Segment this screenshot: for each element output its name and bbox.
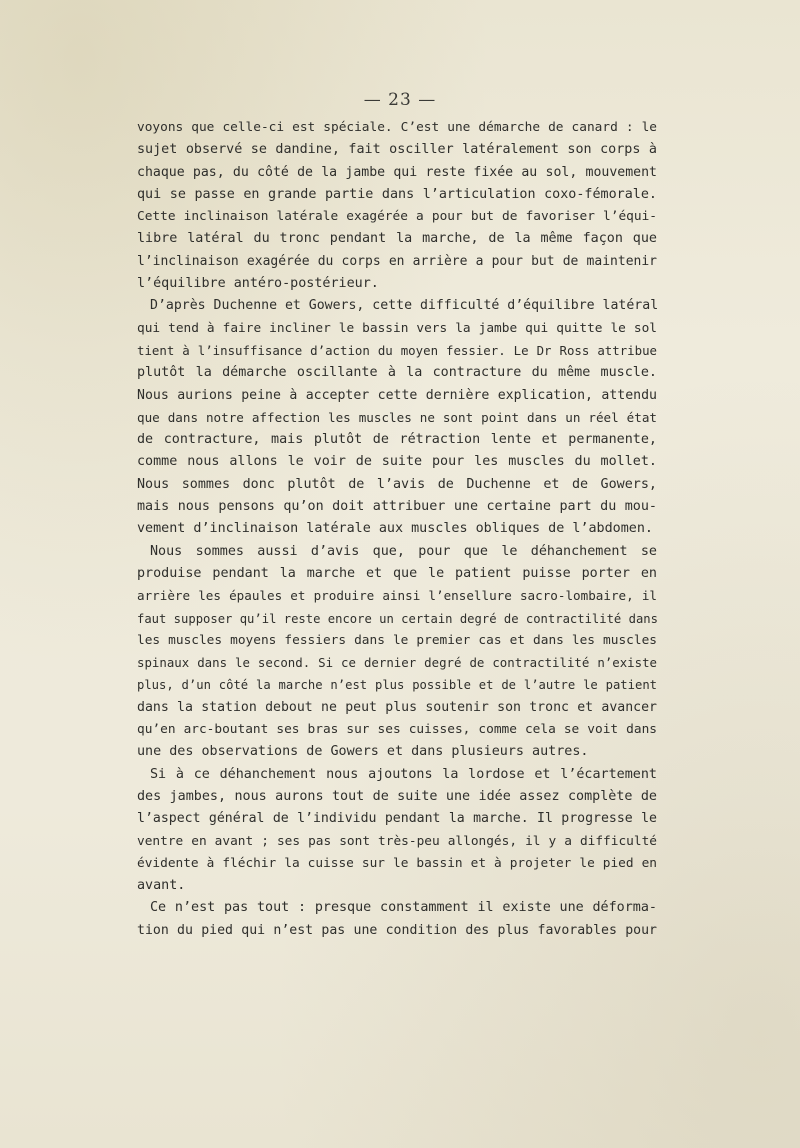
text-line: qui se passe en grande partie dans l’articulation coxo-fémorale. xyxy=(137,186,657,202)
text-line: spinaux dans le second. Si ce dernier degré de contractilité n’existe xyxy=(137,655,657,671)
text-line: l’aspect général de l’individu pendant la marche. Il progresse le xyxy=(137,811,657,827)
text-line: plutôt la démarche oscillante à la contracture du même muscle. xyxy=(137,365,657,381)
text-line: Si à ce déhanchement nous ajoutons la lordose et l’écartement xyxy=(150,766,657,782)
text-line: qui tend à faire incliner le bassin vers la jambe qui quitte le sol xyxy=(137,320,657,336)
text-line: les muscles moyens fessiers dans le premier cas et dans les muscles xyxy=(137,632,657,648)
text-line: Ce n’est pas tout : presque constamment il existe une déforma- xyxy=(150,900,657,916)
text-line: l’inclinaison exagérée du corps en arrière a pour but de maintenir xyxy=(137,253,657,269)
text-line: tion du pied qui n’est pas une condition des plus favorables pour xyxy=(137,922,657,938)
text-line: Nous sommes aussi d’avis que, pour que le déhanchement se xyxy=(150,543,657,559)
text-line: évidente à fléchir la cuisse sur le bassin et à projeter le pied en xyxy=(137,855,657,871)
text-line: mais nous pensons qu’on doit attribuer une certaine part du mou- xyxy=(137,499,657,515)
text-line: l’équilibre antéro-postérieur. xyxy=(137,276,379,292)
text-line: de contracture, mais plutôt de rétraction lente et permanente, xyxy=(137,432,657,448)
text-line: Nous aurions peine à accepter cette dernière explication, attendu xyxy=(137,387,657,403)
text-line: que dans notre affection les muscles ne sont point dans un réel état xyxy=(137,409,657,425)
text-line: plus, d’un côté la marche n’est plus possible et de l’autre le patient xyxy=(137,678,657,693)
text-line: avant. xyxy=(137,878,186,894)
text-line: des jambes, nous aurons tout de suite une idée assez complète de xyxy=(137,788,657,804)
text-line: arrière les épaules et produire ainsi l’ensellure sacro-lombaire, il xyxy=(137,588,657,604)
text-line: libre latéral du tronc pendant la marche, de la même façon que xyxy=(137,231,657,247)
text-line: Nous sommes donc plutôt de l’avis de Duchenne et de Gowers, xyxy=(137,476,657,492)
text-line: dans la station debout ne peut plus soutenir son tronc et avancer xyxy=(137,699,657,715)
body-text xyxy=(137,117,657,942)
text-line: qu’en arc-boutant ses bras sur ses cuisses, comme cela se voit dans xyxy=(137,722,657,738)
text-line: comme nous allons le voir de suite pour les muscles du mollet. xyxy=(137,454,657,470)
text-line: vement d’inclinaison latérale aux muscles obliques de l’abdomen. xyxy=(137,521,653,537)
page-number: — 23 — xyxy=(363,90,437,110)
text-line: ventre en avant ; ses pas sont très-peu allongés, il y a difficulté xyxy=(137,833,657,849)
text-line: Cette inclinaison latérale exagérée a pour but de favoriser l’équi- xyxy=(137,209,657,225)
text-line: tient à l’insuffisance d’action du moyen fessier. Le Dr Ross attribue xyxy=(137,342,657,358)
text-line: chaque pas, du côté de la jambe qui reste fixée au sol, mouvement xyxy=(137,164,657,180)
text-line: sujet observé se dandine, fait osciller latéralement son corps à xyxy=(137,142,657,158)
text-line: voyons que celle-ci est spéciale. C’est une démarche de canard : le xyxy=(137,120,657,135)
text-line: faut supposer qu’il reste encore un certain degré de contractilité dans xyxy=(137,611,658,626)
text-line: une des observations de Gowers et dans plusieurs autres. xyxy=(137,744,589,760)
text-line: produise pendant la marche et que le patient puisse porter en xyxy=(137,565,657,581)
text-line: D’après Duchenne et Gowers, cette difficulté d’équilibre latéral xyxy=(150,298,659,314)
